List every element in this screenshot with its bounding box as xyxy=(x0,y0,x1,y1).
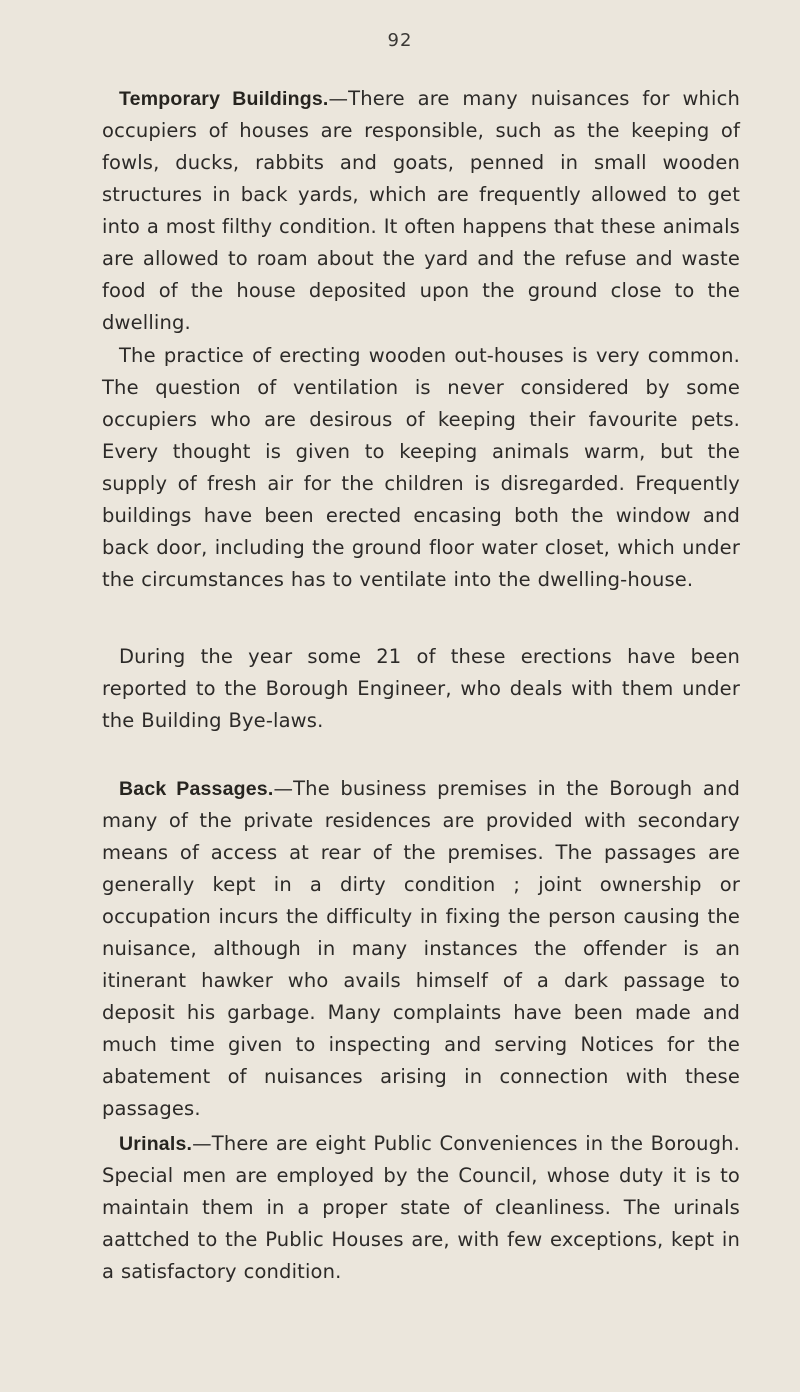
paragraph-body: During the year some 21 of these erections have been reported to the Borough Engineer, who deals with them under the Building Bye-laws. xyxy=(102,645,740,732)
paragraph-erections-reported xyxy=(102,641,740,737)
paragraph-body: —There are many nuisances for which occupiers of houses are responsible, such as the keeping of fowls, ducks, rabbits and goats, penned in small wooden structures in back yards, which are frequently allowed to get into a most filthy condition. It often happens that these animals are allowed to roam about the yard and the refuse and waste food of the house deposited upon the ground close to the dwelling. xyxy=(102,87,741,334)
paragraph-back-passages xyxy=(102,773,740,1125)
paragraph-wooden-outhouses xyxy=(102,340,740,596)
section-heading-temporary-buildings: Temporary Buildings. xyxy=(119,88,329,110)
section-heading-urinals: Urinals. xyxy=(119,1133,193,1155)
page-number: 92 xyxy=(387,30,413,51)
paragraph-body: The practice of erecting wooden out-houses is very common. The question of ventilation is never considered by some occupiers who are desirous of keeping their favourite pets. Every thought is given to keeping animals warm, but the supply of fresh air for the children is disregarded. Frequently buildings have been erected encasing both the window and back door, including the ground floor water closet, which under the circumstances has to ventilate into the dwelling-house. xyxy=(102,344,740,591)
paragraph-body: —There are eight Public Conveniences in the Borough. Special men are employed by the Council, whose duty it is to maintain them in a proper state of cleanliness. The urinals aattched to the Public Houses are, with few exceptions, kept in a satisfactory condition. xyxy=(102,1132,740,1283)
paragraph-body: —The business premises in the Borough and many of the private residences are provided with secondary means of access at rear of the premises. The passages are generally kept in a dirty condition ; joint ownership or occupation incurs the difficulty in fixing the person causing the nuisance, although in many instances the offender is an itinerant hawker who avails himself of a dark passage to deposit his garbage. Many complaints have been made and much time given to inspecting and serving Notices for the abatement of nuisances arising in connection with these passages. xyxy=(102,777,740,1120)
paragraph-temporary-buildings xyxy=(102,83,740,339)
section-heading-back-passages: Back Passages. xyxy=(119,778,274,800)
paragraph-urinals xyxy=(102,1128,740,1288)
